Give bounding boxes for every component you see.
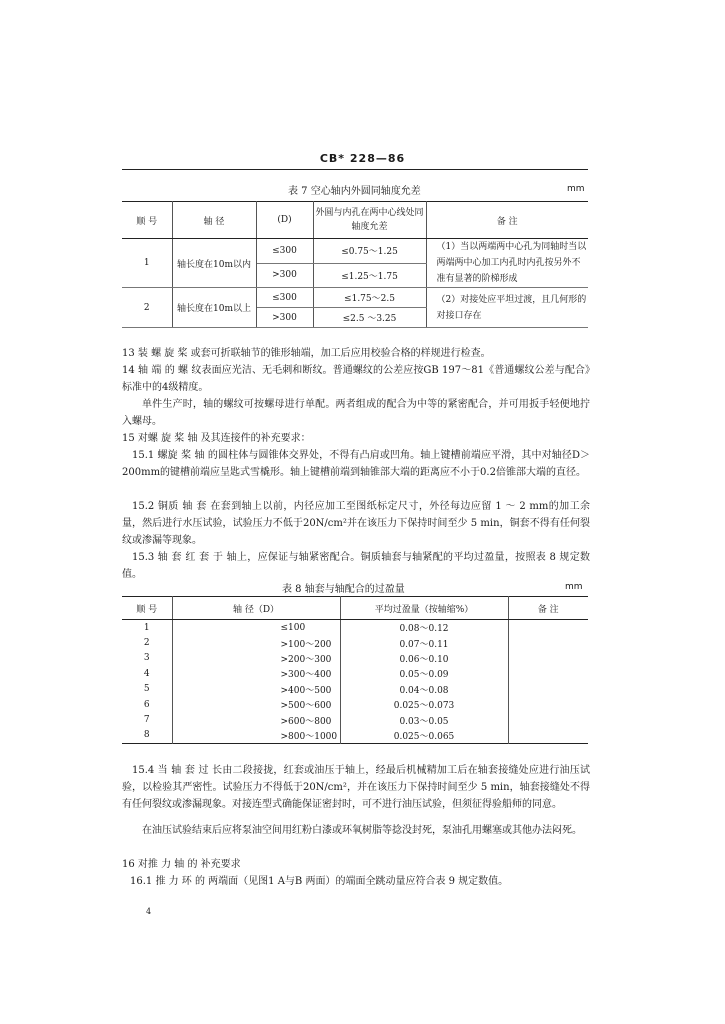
table7-cell-tol: ≤0.75～1.25 [313, 239, 426, 264]
table8-header-interference: 平均过盈量（按轴缩%） [340, 597, 508, 620]
paragraph-14-b: 单件生产时，轴的螺纹可按螺母进行单配。两者组成的配合为中等的紧密配合，并可用扳手轻便地拧入螺母。 [122, 399, 590, 427]
table7-header-tolerance: 外圆与内孔在两中心线处同轴度允差 [313, 202, 426, 239]
table8-cell-interference: 0.025～0.065 [340, 728, 508, 744]
paragraph-15-1: 15.1 螺旋 桨 轴 的圆柱体与圆锥体交界处，不得有凸肩或凹角。轴上键槽前端应平滑，其中对轴径D＞200mm的键槽前端应呈匙式雪橇形。轴上键槽前端到轴锥部大端的距离应不小于0.2倍锥部大端的直径。 [122, 450, 590, 478]
table8-cell-interference: 0.08～0.12 [340, 620, 508, 636]
table8-cell-interference: 0.06～0.10 [340, 651, 508, 666]
table8-cell-interference: 0.07～0.11 [340, 635, 508, 650]
table-row [122, 682, 588, 697]
table8-cell-no: 2 [122, 635, 172, 650]
page-number: 4 [146, 907, 152, 916]
table8-cell-diameter: >100～200 [172, 635, 340, 650]
table8-cell-note [508, 697, 588, 712]
paragraph-13: 13 装 螺 旋 桨 或套可折联轴节的锥形轴端，加工后应用校验合格的样规进行检查。 [122, 348, 491, 359]
table8-cell-note [508, 712, 588, 727]
table8-header-no: 顺 号 [122, 597, 172, 620]
table7-cell-tol: ≤1.75～2.5 [313, 288, 426, 308]
table8-cell-diameter: >500～600 [172, 697, 340, 712]
table7-header-d: (D) [256, 202, 313, 239]
paragraph-15-4: 15.4 当 轴 套 过 长由二段接拢，红套或油压于轴上，经最后机械精加工后在轴套接缝处应进行油压试验，以检验其严密性。试验压力不得低于20N/cm²，并在该压力下保持时间至少 5 min，轴套接缝处不得有任何裂纹或渗漏现象。对接连型式确能保证密封时，可不进行油压试验，但须征得验船师的同意。 [122, 765, 590, 810]
table8-cell-note [508, 620, 588, 636]
table7-cell-no: 2 [122, 288, 172, 328]
table8-unit: mm [565, 582, 583, 592]
document-code: CB* 228—86 [319, 152, 406, 165]
table8-cell-no: 5 [122, 682, 172, 697]
paragraph-15-3: 15.3 轴 套 红 套 于 轴上，应保证与轴紧密配合。铜质轴套与轴紧配的平均过盈量，按照表 8 规定数值。 [122, 552, 590, 580]
header-rule [122, 169, 588, 170]
paragraph-16-1: 16.1 推 力 环 的 两端面（见图1 A与B 两面）的端面全跳动量应符合表 9 规定数值。 [130, 876, 509, 887]
table7-cell-d: ≤300 [256, 239, 313, 264]
paragraph-15-2: 15.2 铜质 轴 套 在套到轴上以前，内径应加工至图纸标定尺寸，外径每边应留 1 ～ 2 mm的加工余量，然后进行水压试验，试验压力不低于20N/cm²并在该压力下保持时间至少 5 min，铜套不得有任何裂纹或渗漏等现象。 [122, 501, 590, 546]
table7-cell-shaft: 轴长度在10m以上 [172, 288, 256, 328]
table8-cell-no: 1 [122, 620, 172, 636]
table7-header-no: 顺 号 [122, 202, 172, 239]
table8-caption: 表 8 轴套与轴配合的过盈量 [282, 584, 405, 595]
table-row [122, 288, 588, 308]
table7 [122, 201, 588, 328]
table7-cell-note: （1）当以两端两中心孔为同轴时当以两端两中心加工内孔时内孔按另外不准有显著的阶梯形成 [426, 239, 588, 288]
paragraph-15-4-b: 在油压试验结束后应将泵油空间用红粉白漆或环氧树脂等捻没封死，泵油孔用螺塞或其他办法闷死。 [142, 825, 582, 836]
paragraph-15: 15 对螺 旋 桨 轴 及其连接件的补充要求： [122, 433, 311, 444]
table7-cell-d: ≤300 [256, 288, 313, 308]
table7-caption: 表 7 空心轴内外圆同轴度允差 [288, 186, 421, 197]
table7-header-shaft: 轴 径 [172, 202, 256, 239]
table8-header-note: 备 注 [508, 597, 588, 620]
table7-cell-d: >300 [256, 263, 313, 288]
table8-cell-diameter: >800～1000 [172, 728, 340, 744]
table-row [122, 239, 588, 264]
table-row [122, 635, 588, 650]
table8-cell-note [508, 682, 588, 697]
table-row [122, 651, 588, 666]
table8-cell-diameter: ≤100 [172, 620, 340, 636]
table7-cell-note: （2）对接处应平坦过渡，且几何形的对接口存在 [426, 288, 588, 328]
paragraph-14: 14 轴 端 的 螺 纹表面应光洁、无毛刺和断纹。普通螺纹的公差应按GB 197～81《普通螺纹公差与配合》标准中的4级精度。 [122, 365, 590, 393]
table8-header-diameter: 轴 径（D） [172, 597, 340, 620]
table8-cell-interference: 0.03～0.05 [340, 712, 508, 727]
table8-cell-interference: 0.025～0.073 [340, 697, 508, 712]
table8-cell-interference: 0.05～0.09 [340, 666, 508, 681]
table-row [122, 620, 588, 636]
table8-cell-note [508, 635, 588, 650]
table-row [122, 697, 588, 712]
table7-cell-tol: ≤2.5 ～3.25 [313, 308, 426, 328]
table7-cell-tol: ≤1.25～1.75 [313, 263, 426, 288]
paragraph-16: 16 对推 力 轴 的 补充要求 [122, 859, 241, 870]
table-row [122, 728, 588, 744]
table8 [122, 596, 588, 744]
table7-header-row [122, 202, 588, 239]
table8-header-row [122, 597, 588, 620]
table7-cell-no: 1 [122, 239, 172, 288]
table8-cell-no: 8 [122, 728, 172, 744]
table8-cell-no: 7 [122, 712, 172, 727]
table8-cell-diameter: >300～400 [172, 666, 340, 681]
table8-cell-diameter: >600～800 [172, 712, 340, 727]
table-row [122, 666, 588, 681]
table8-cell-note [508, 651, 588, 666]
table8-cell-no: 3 [122, 651, 172, 666]
table8-cell-no: 4 [122, 666, 172, 681]
table8-cell-note [508, 728, 588, 744]
table8-cell-diameter: >200～300 [172, 651, 340, 666]
table7-cell-d: >300 [256, 308, 313, 328]
table8-cell-no: 6 [122, 697, 172, 712]
table7-cell-shaft: 轴长度在10m以内 [172, 239, 256, 288]
table8-cell-interference: 0.04～0.08 [340, 682, 508, 697]
table7-unit: mm [567, 184, 585, 194]
table8-cell-diameter: >400～500 [172, 682, 340, 697]
table7-header-note: 备 注 [426, 202, 588, 239]
table-row [122, 712, 588, 727]
table8-cell-note [508, 666, 588, 681]
